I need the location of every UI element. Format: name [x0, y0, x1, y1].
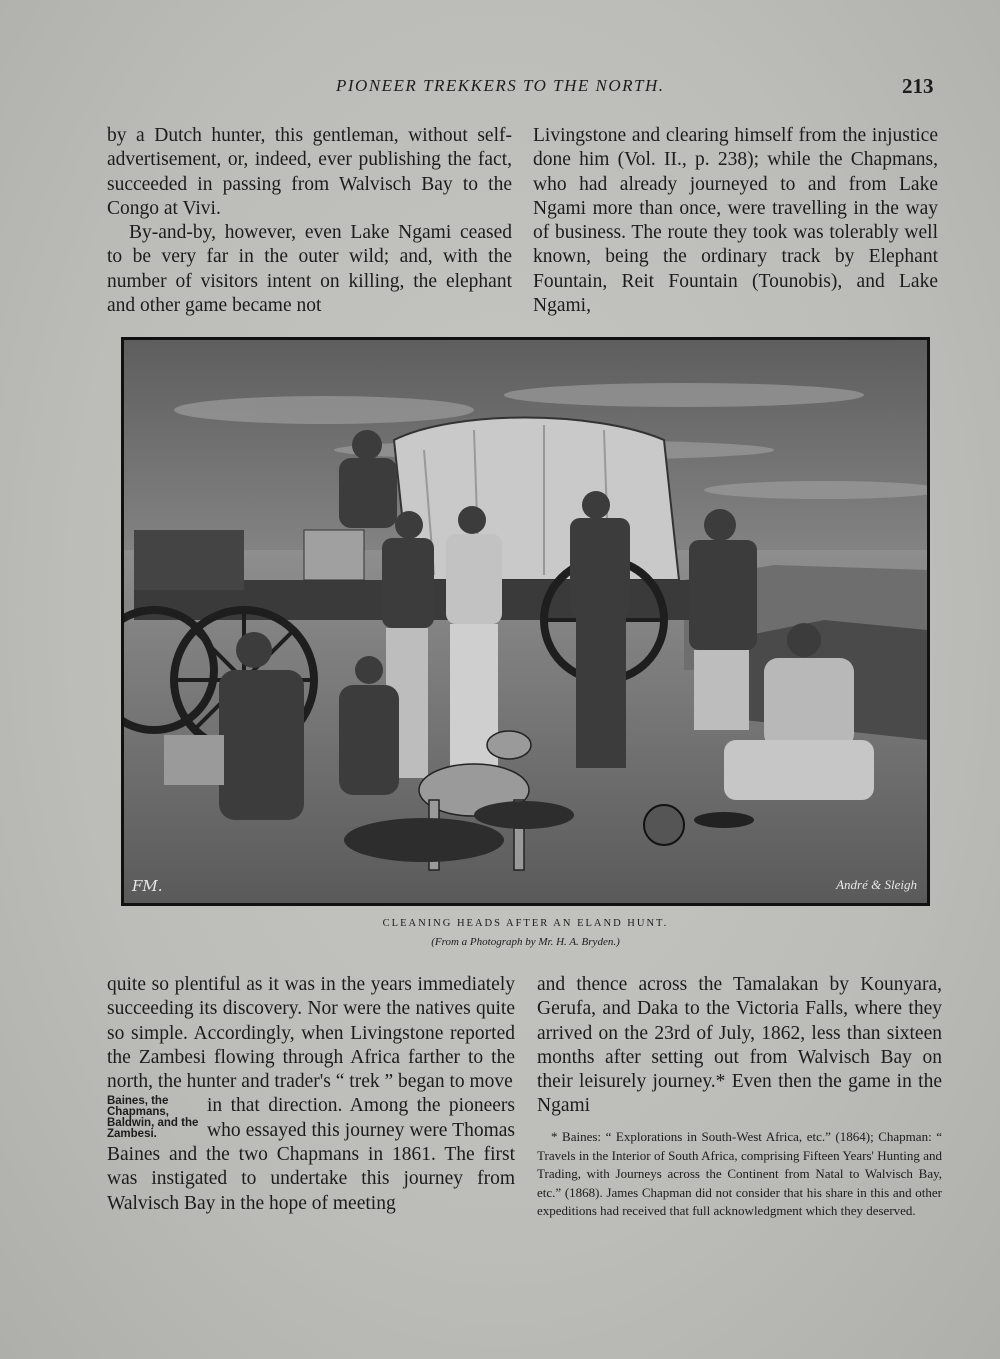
text-column-top-left — [107, 124, 512, 318]
paragraph: and thence across the Tamalakan by Kounyara, Gerufa, and Daka to the Victoria Falls, where they arrived on the 23rd of July, 1862, less than sixteen months after setting out from Walvisch Bay on their leisurely journey.* Even then the game in the Ngami — [537, 974, 942, 1117]
footnote-text: * Baines: “ Explorations in South-West Africa, etc.” (1864); Chapman: “ Travels in the Interior of South Africa, comprising Fifteen Years' Hunting and Trading, with Journeys across the Continent from Natal to Walvisch Bay, etc.” (1868). James Chapman did not consider that his share in this and other expeditions had received that full acknowledgment which they deserved. — [537, 1129, 942, 1218]
engraving-illustration — [121, 337, 930, 906]
text-column-bottom-left — [107, 973, 515, 1216]
page-number: 213 — [902, 74, 934, 98]
engraving-image — [124, 340, 927, 903]
margin-sidenote: Baines, the Chapmans, Baldwin, and the Zambesi. — [107, 1095, 199, 1141]
figure-credit: (From a Photograph by Mr. H. A. Bryden.) — [431, 936, 620, 948]
paragraph: Livingstone and clearing himself from the injustice done him (Vol. II., p. 238); while the Chapmans, who had already journeyed to and from Lake Ngami more than once, were travelling in the way of business. The route they took was tolerably well known, being the ordinary track by Elephant Fountain, Reit Fountain (Tounobis), and Lake Ngami, — [533, 125, 938, 317]
paragraph: by a Dutch hunter, this gentleman, without self-advertisement, or, indeed, ever publishing the fact, succeeded in passing from Walvisch Bay to the Congo at Vivi. — [107, 125, 512, 219]
engraver-signature: André & Sleigh — [836, 877, 917, 892]
figure-caption: CLEANING HEADS AFTER AN ELAND HUNT. — [382, 918, 669, 929]
text-column-top-right — [533, 124, 938, 318]
paragraph: in that direction. Among the pioneers who essayed this journey were Thomas Baines and the two Chapmans in 1861. The first was instigated to undertake this journey from Walvisch Bay in the hope of meeting — [107, 1095, 515, 1214]
footnote — [537, 1128, 942, 1221]
text-column-bottom-right — [537, 973, 942, 1119]
running-title: PIONEER TREKKERS TO THE NORTH. — [336, 76, 665, 95]
artist-signature: FM. — [132, 877, 163, 895]
paragraph: quite so plentiful as it was in the years immediately succeeding its discovery. Nor were the natives quite so simple. Accordingly, when Livingstone reported the Zambesi flowing through Africa farther to the north, the hunter and trader's “ trek ” began to move — [107, 974, 515, 1093]
paragraph: By-and-by, however, even Lake Ngami ceased to be very far in the outer wild; and, with the number of visitors intent on killing, the elephant and other game became not — [107, 222, 512, 317]
